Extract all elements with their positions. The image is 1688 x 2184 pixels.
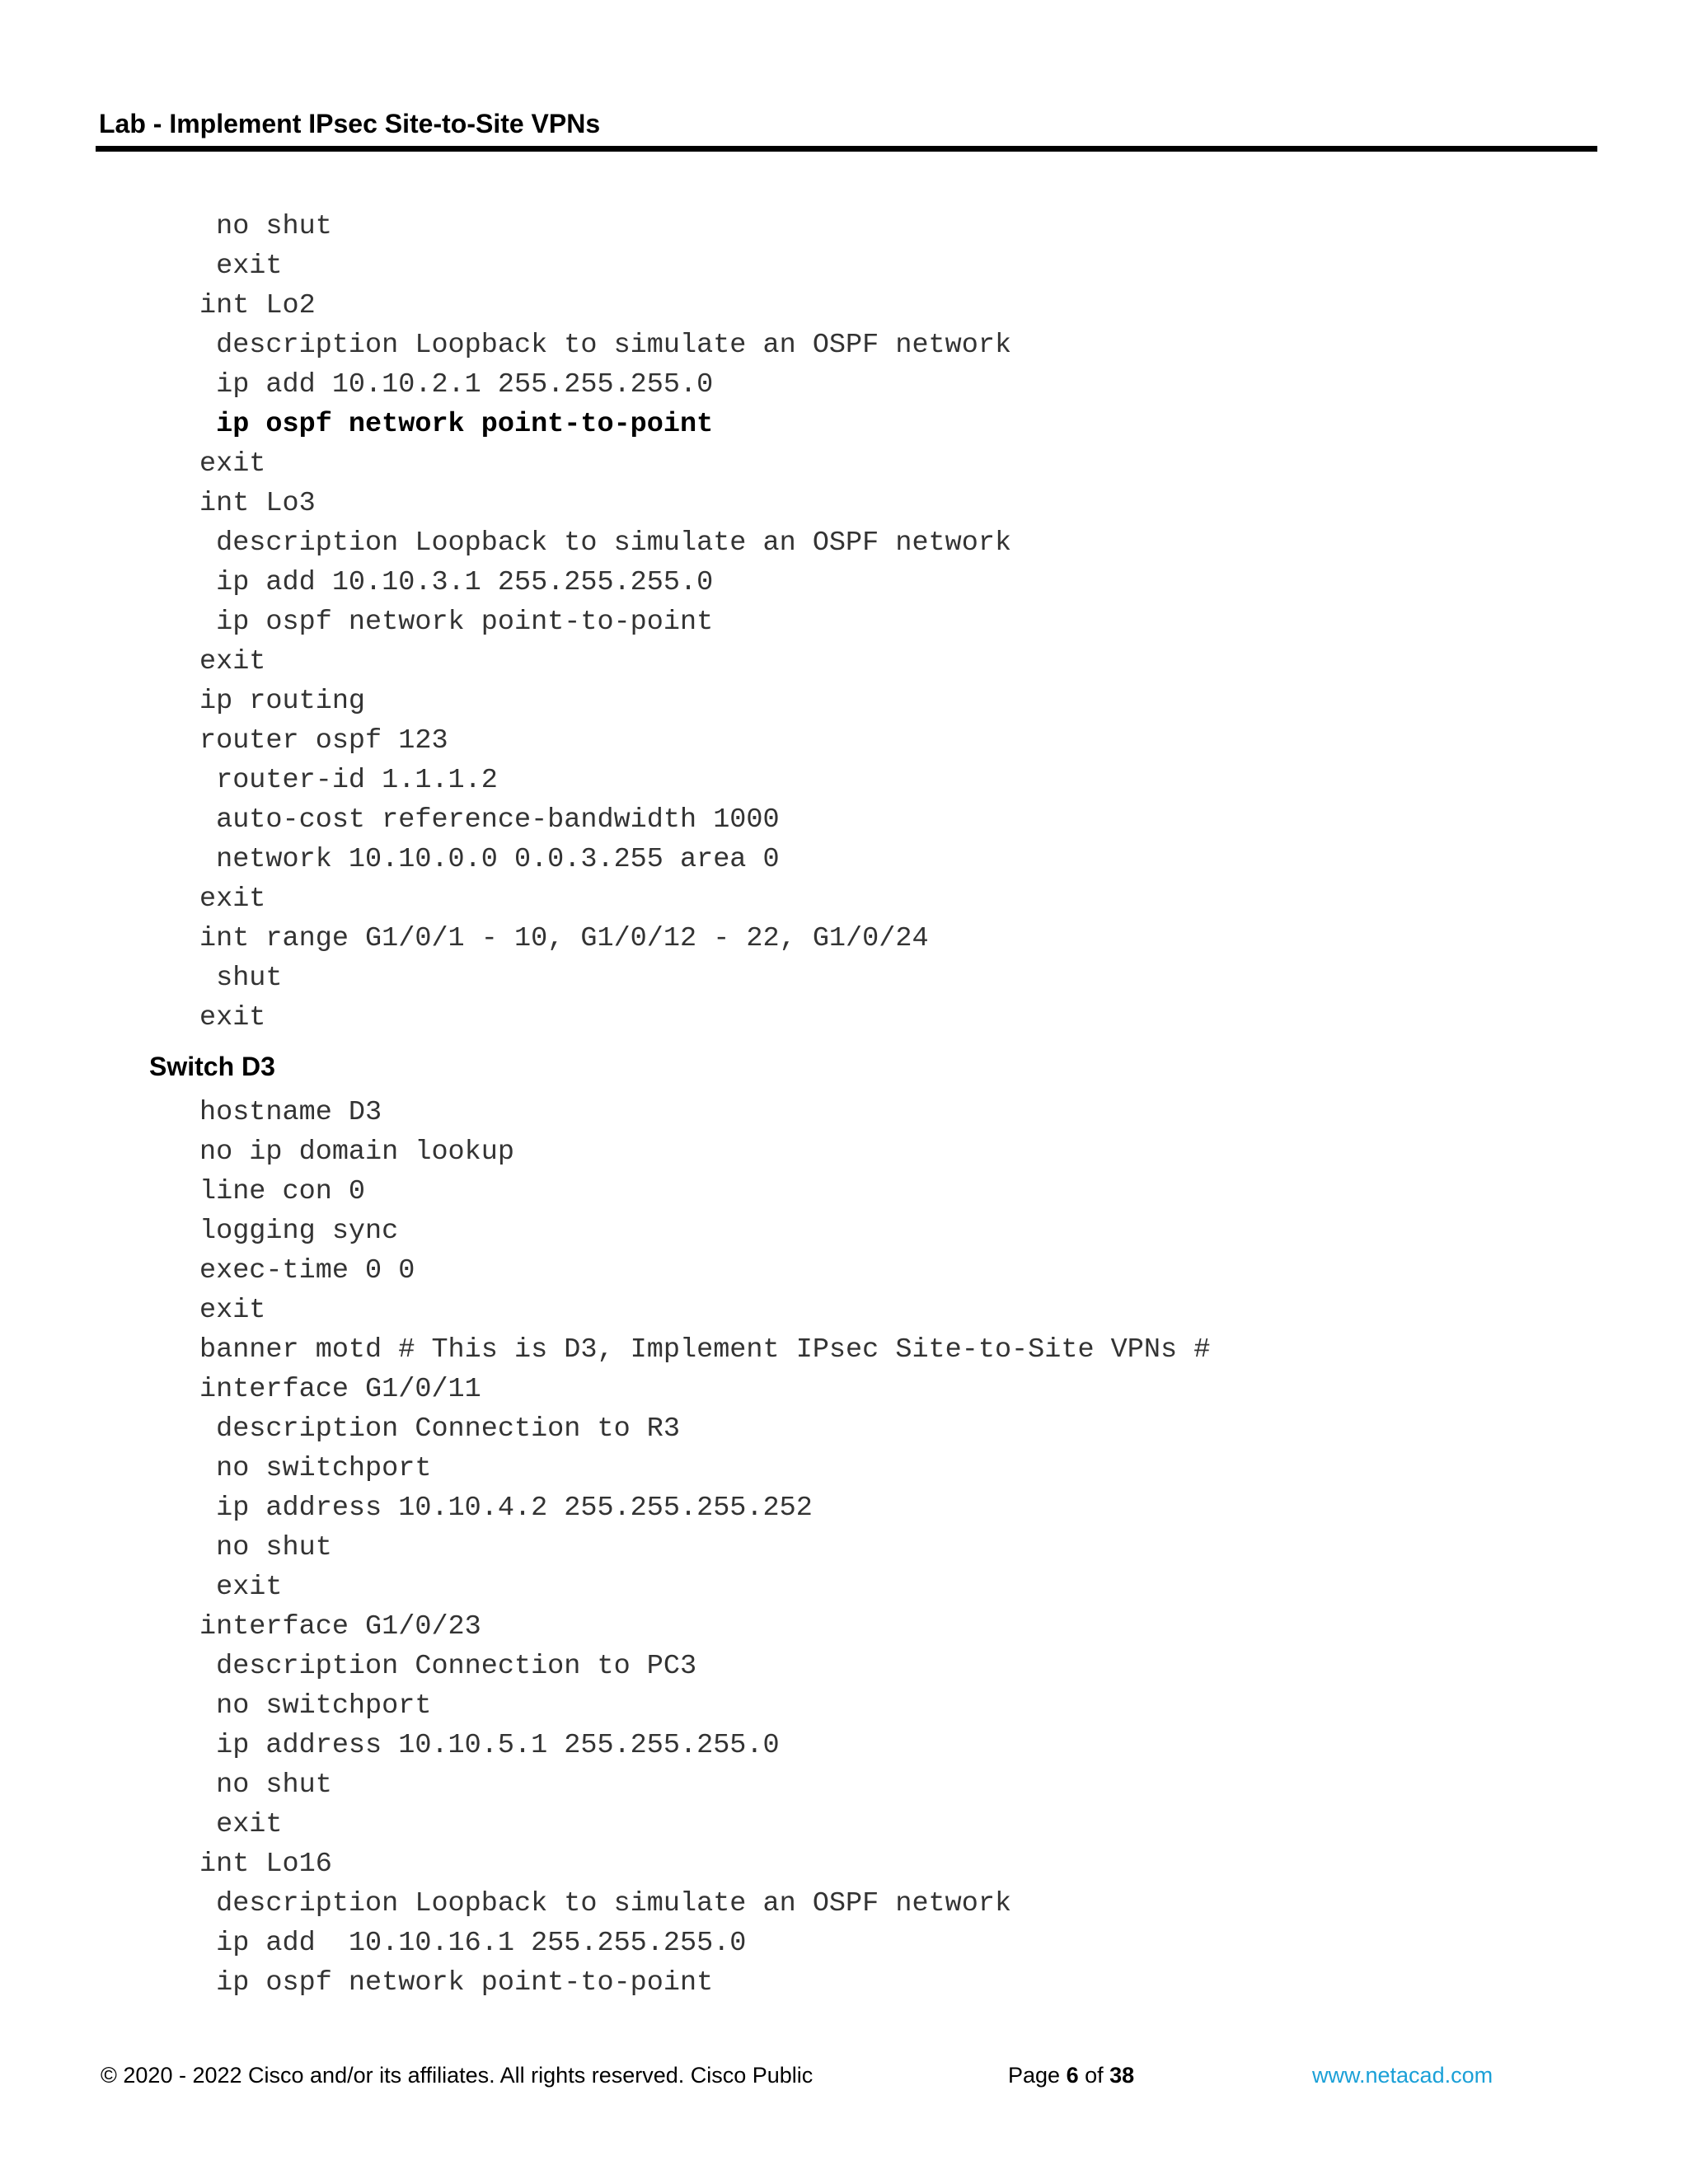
code-line: no ip domain lookup — [199, 1137, 514, 1168]
page-total: 38 — [1109, 2063, 1135, 2088]
footer-page-number — [1008, 2060, 1134, 2090]
footer-copyright: © 2020 - 2022 Cisco and/or its affiliates. All rights reserved. Cisco Public — [101, 2063, 814, 2088]
code-line: exit — [199, 883, 266, 915]
code-line: exit — [199, 251, 283, 282]
code-line: network 10.10.0.0 0.0.3.255 area 0 — [199, 844, 780, 875]
code-line: line con 0 — [199, 1176, 366, 1207]
code-line: exit — [199, 646, 266, 677]
footer-website-link[interactable]: www.netacad.com — [1312, 2063, 1493, 2088]
page-header-title: Lab - Implement IPsec Site-to-Site VPNs — [99, 109, 601, 138]
code-line: ip address 10.10.4.2 255.255.255.252 — [199, 1493, 813, 1524]
code-line: auto-cost reference-bandwidth 1000 — [199, 804, 780, 836]
code-line: int Lo16 — [199, 1849, 332, 1880]
code-line: no switchport — [199, 1690, 432, 1722]
code-line: router-id 1.1.1.2 — [199, 765, 498, 796]
code-line: description Connection to PC3 — [199, 1651, 697, 1682]
code-line: int range G1/0/1 - 10, G1/0/12 - 22, G1/0/24 — [199, 923, 929, 954]
code-line: hostname D3 — [199, 1097, 382, 1128]
code-line: banner motd # This is D3, Implement IPsec Site-to-Site VPNs # — [199, 1334, 1211, 1366]
code-line: description Loopback to simulate an OSPF network — [199, 527, 1012, 559]
code-line: description Loopback to simulate an OSPF network — [199, 330, 1012, 361]
code-line: int Lo2 — [199, 290, 316, 321]
code-line: ip address 10.10.5.1 255.255.255.0 — [199, 1730, 780, 1761]
code-line: shut — [199, 963, 283, 994]
code-line: interface G1/0/23 — [199, 1611, 481, 1643]
page-of: of — [1078, 2063, 1110, 2088]
code-line: no switchport — [199, 1453, 432, 1484]
code-line: exit — [199, 1295, 266, 1326]
page-current: 6 — [1066, 2063, 1079, 2088]
code-line: ip ospf network point-to-point — [199, 1967, 714, 1999]
code-line: exit — [199, 1809, 283, 1840]
code-line: ip add 10.10.16.1 255.255.255.0 — [199, 1928, 747, 1959]
code-block-d2-continued — [199, 207, 1011, 1038]
code-line: exit — [199, 1572, 283, 1603]
code-line: ip add 10.10.3.1 255.255.255.0 — [199, 567, 714, 598]
header-rule — [96, 146, 1597, 152]
code-block-switch-d3 — [199, 1093, 1210, 2003]
code-line: description Loopback to simulate an OSPF network — [199, 1888, 1012, 1919]
code-line: int Lo3 — [199, 488, 316, 519]
code-line: logging sync — [199, 1216, 399, 1247]
code-line: no shut — [199, 211, 332, 242]
code-line: exit — [199, 1002, 266, 1033]
code-line: ip add 10.10.2.1 255.255.255.0 — [199, 369, 714, 401]
code-line: no shut — [199, 1769, 332, 1801]
code-line: interface G1/0/11 — [199, 1374, 481, 1405]
code-line: ip ospf network point-to-point — [199, 409, 714, 440]
code-line: router ospf 123 — [199, 725, 448, 757]
code-line: exec-time 0 0 — [199, 1255, 415, 1286]
section-heading-switch-d3: Switch D3 — [149, 1052, 275, 1081]
code-line: ip routing — [199, 686, 366, 717]
code-line: no shut — [199, 1532, 332, 1563]
code-line: exit — [199, 448, 266, 480]
code-line: ip ospf network point-to-point — [199, 607, 714, 638]
code-line: description Connection to R3 — [199, 1413, 680, 1445]
page-prefix: Page — [1008, 2063, 1067, 2088]
